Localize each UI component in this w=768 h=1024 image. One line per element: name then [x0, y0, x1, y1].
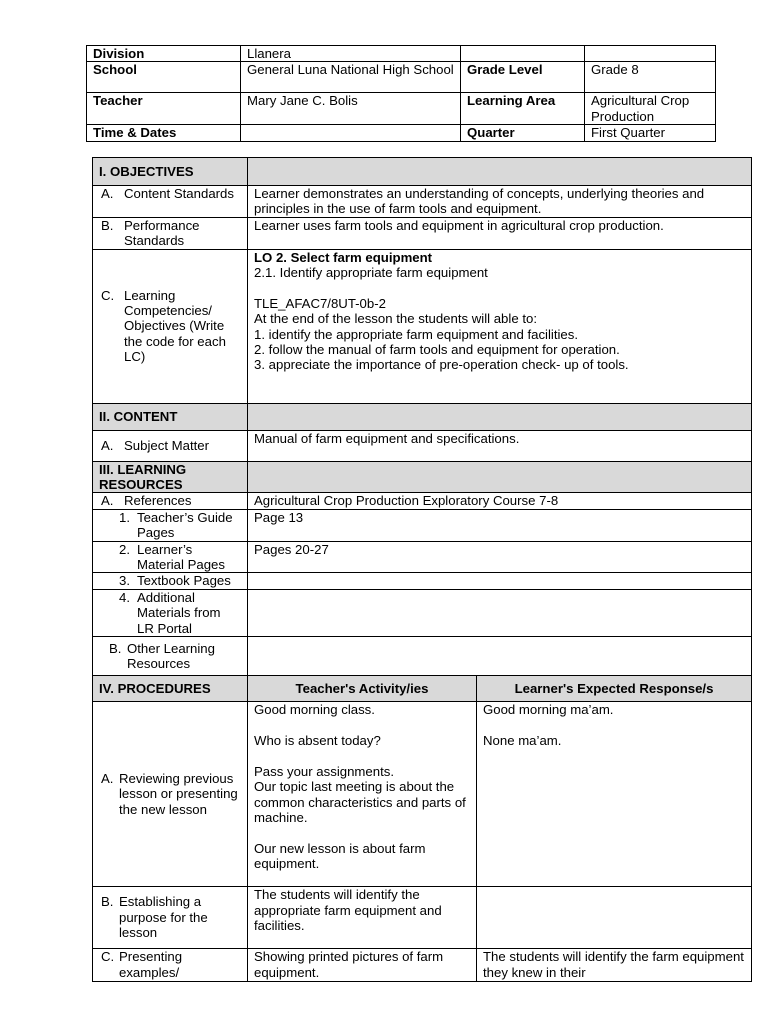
lesson-plan-table — [92, 157, 752, 982]
textbook-text — [248, 573, 752, 589]
item-label: Establishing a purpose for the lesson — [119, 894, 208, 941]
additional-materials-label — [93, 589, 248, 636]
resources-heading — [93, 461, 248, 493]
performance-standards-text: Learner uses farm tools and equipment in agricultural crop production. — [248, 217, 752, 249]
item-label: Performance Standards — [124, 217, 200, 249]
objective-item: 3. appreciate the importance of pre-operation check- up of tools. — [254, 357, 629, 373]
subject-matter-label — [93, 430, 248, 461]
references-text: Agricultural Crop Production Exploratory Course 7-8 — [248, 493, 752, 509]
competency-line: 2.1. Identify appropriate farm equipment — [254, 265, 488, 281]
time-label: Time & Dates — [87, 125, 241, 141]
item-label: Textbook Pages — [137, 573, 231, 589]
empty-cell — [248, 403, 752, 430]
reviewing-label — [93, 702, 248, 887]
item-number: A. — [101, 186, 114, 201]
item-number: A. — [101, 493, 114, 509]
other-resources-text — [248, 637, 752, 676]
division-label: Division — [87, 46, 241, 62]
item-number: B. — [109, 640, 122, 656]
empty-cell — [585, 46, 716, 62]
school-value: General Luna National High School — [241, 62, 461, 93]
presenting-learner: The students will identify the farm equipment they knew in their — [477, 949, 752, 982]
reviewing-learner: Good morning ma’am. None ma’am. — [477, 702, 752, 887]
additional-materials-text — [248, 589, 752, 636]
school-label: School — [87, 62, 241, 93]
lo-title: LO 2. Select farm equipment — [254, 249, 433, 265]
purpose-teacher: The students will identify the appropriate farm equipment and facilities. — [248, 887, 477, 949]
teachers-guide-label — [93, 509, 248, 541]
learners-material-text: Pages 20-27 — [248, 541, 752, 573]
other-resources-label — [93, 637, 248, 676]
item-label: References — [124, 493, 192, 509]
purpose-learner — [477, 887, 752, 949]
item-number: 2. — [119, 541, 130, 557]
presenting-teacher: Showing printed pictures of farm equipment. — [248, 949, 477, 982]
learners-material-label — [93, 541, 248, 573]
empty-cell — [248, 158, 752, 186]
item-number: B. — [101, 894, 114, 910]
objective-item: 1. identify the appropriate farm equipment and facilities. — [254, 326, 579, 342]
item-number: B. — [101, 217, 114, 233]
item-number: 1. — [119, 509, 130, 525]
heading-text: III. LEARNING RESOURCES — [99, 461, 187, 493]
competency-code: TLE_AFAC7/8UT-0b-2 — [254, 295, 386, 311]
item-label: Other Learning Resources — [127, 640, 215, 672]
teachers-guide-text: Page 13 — [248, 509, 752, 541]
objectives-intro: At the end of the lesson the students will able to: — [254, 311, 537, 327]
item-label: Subject Matter — [124, 437, 210, 453]
area-value: Agricultural Crop Production — [585, 93, 716, 125]
division-value: Llanera — [241, 46, 461, 62]
item-number: C. — [101, 287, 115, 303]
teacher-activity-heading: Teacher's Activity/ies — [248, 676, 477, 702]
item-label: Content Standards — [124, 186, 234, 201]
item-number: 4. — [119, 589, 130, 605]
item-number: 3. — [119, 573, 130, 589]
grade-value: Grade 8 — [585, 62, 716, 93]
objective-item: 2. follow the manual of farm tools and equipment for operation. — [254, 342, 620, 358]
teacher-label: Teacher — [87, 93, 241, 125]
header-table — [86, 45, 716, 142]
empty-cell — [248, 461, 752, 493]
item-label: Reviewing previous lesson or presenting the new lesson — [119, 770, 238, 817]
performance-standards-label — [93, 217, 248, 249]
item-number: A. — [101, 770, 114, 786]
item-number: A. — [101, 437, 114, 453]
item-label: Additional Materials from LR Portal — [137, 589, 221, 636]
textbook-label — [93, 573, 248, 589]
teacher-value: Mary Jane C. Bolis — [241, 93, 461, 125]
item-number: C. — [101, 949, 115, 965]
item-label: Teacher’s Guide Pages — [137, 509, 233, 541]
content-heading: II. CONTENT — [93, 403, 248, 430]
content-standards-label — [93, 186, 248, 218]
area-label: Learning Area — [461, 93, 585, 125]
grade-label: Grade Level — [461, 62, 585, 93]
item-label: Presenting examples/ — [119, 949, 183, 980]
quarter-label: Quarter — [461, 125, 585, 141]
empty-cell — [461, 46, 585, 62]
content-standards-text: Learner demonstrates an understanding of concepts, underlying theories and principles in the use of farm tools and equipment. — [248, 186, 752, 218]
time-value — [241, 125, 461, 141]
subject-matter-text: Manual of farm equipment and specifications. — [248, 430, 752, 461]
item-label: Learner’s Material Pages — [137, 541, 225, 573]
reviewing-teacher: Good morning class. Who is absent today? Pass your assignments. Our topic last meeting is about the common characteristics and parts of machine. Our new lesson is about farm equipment. — [248, 702, 477, 887]
quarter-value: First Quarter — [585, 125, 716, 141]
learner-response-heading: Learner's Expected Response/s — [477, 676, 752, 702]
item-label: Learning Competencies/ Objectives (Write the code for each LC) — [124, 287, 226, 365]
competencies-text — [248, 249, 752, 403]
competencies-label — [93, 249, 248, 403]
procedures-heading: IV. PROCEDURES — [93, 676, 248, 702]
purpose-label — [93, 887, 248, 949]
references-label — [93, 493, 248, 509]
presenting-label — [93, 949, 248, 982]
objectives-heading: I. OBJECTIVES — [93, 158, 248, 186]
